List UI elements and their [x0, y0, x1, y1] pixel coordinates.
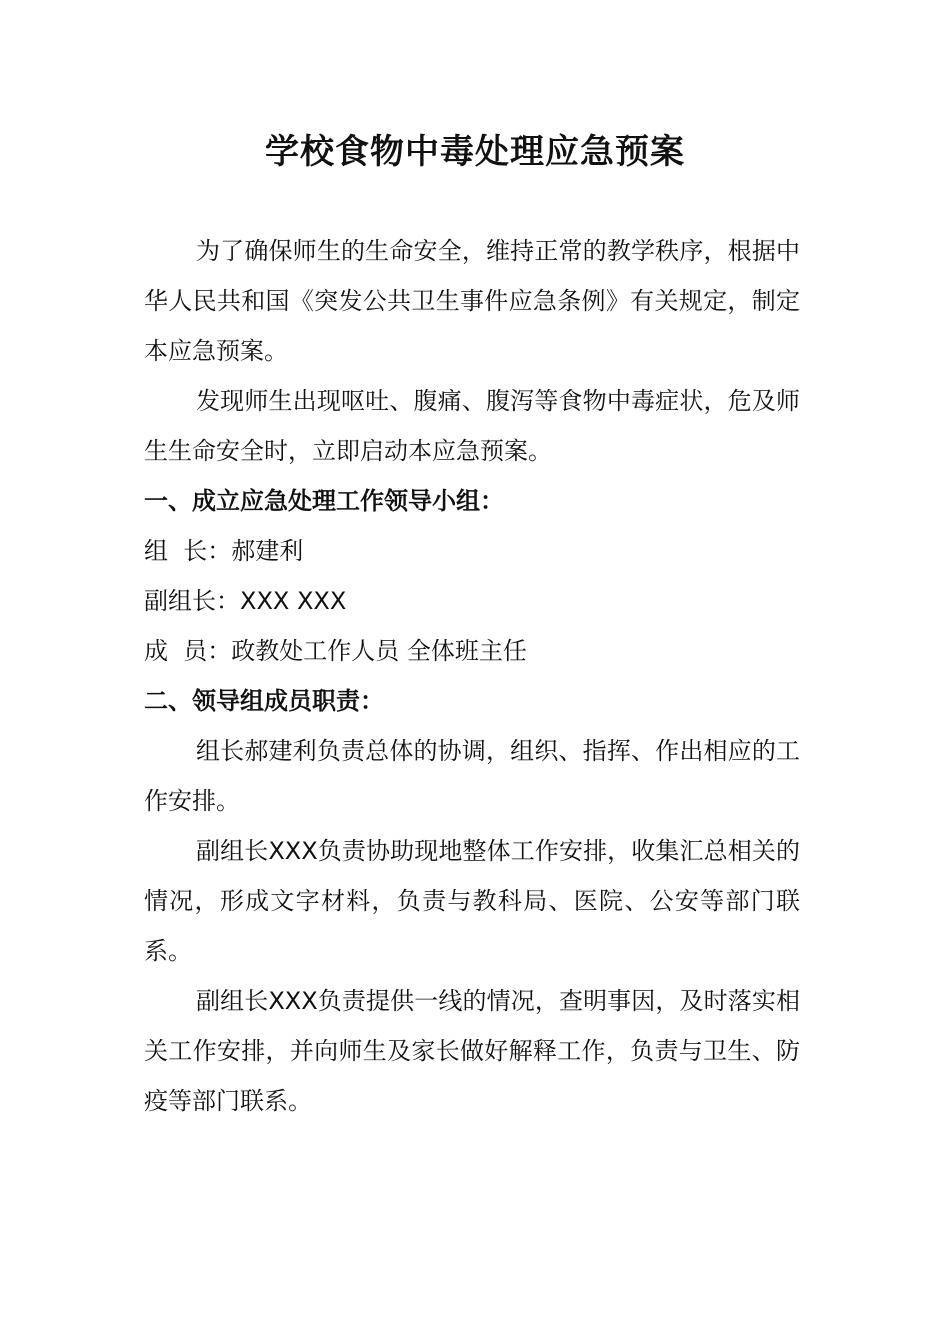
- duty-paragraph: 组长郝建利负责总体的协调，组织、指挥、作出相应的工作安排。: [144, 737, 800, 815]
- members-line: 成 员：政教处工作人员 全体班主任: [144, 637, 527, 665]
- duty-paragraph: 副组长XXX负责提供一线的情况，查明事因，及时落实相关工作安排，并向师生及家长做好解释工作，负责与卫生、防疫等部门联系。: [144, 987, 800, 1115]
- document-title: 学校食物中毒处理应急预案: [265, 132, 685, 172]
- group-leader-line: 组 长：郝建利: [144, 537, 304, 565]
- intro-paragraph: 为了确保师生的生命安全，维持正常的教学秩序，根据中华人民共和国《突发公共卫生事件应急条例》有关规定，制定本应急预案。: [144, 237, 800, 365]
- section-heading: 二、领导组成员职责：: [144, 687, 384, 715]
- document-body: [144, 226, 800, 1126]
- intro-paragraph: 发现师生出现呕吐、腹痛、腹泻等食物中毒症状，危及师生生命安全时，立即启动本应急预案。: [144, 387, 800, 465]
- section-heading: 一、成立应急处理工作领导小组：: [144, 487, 504, 515]
- deputy-leader-line: 副组长：XXX XXX: [144, 587, 347, 615]
- duty-paragraph: 副组长XXX负责协助现地整体工作安排，收集汇总相关的情况，形成文字材料，负责与教科局、医院、公安等部门联系。: [144, 837, 800, 965]
